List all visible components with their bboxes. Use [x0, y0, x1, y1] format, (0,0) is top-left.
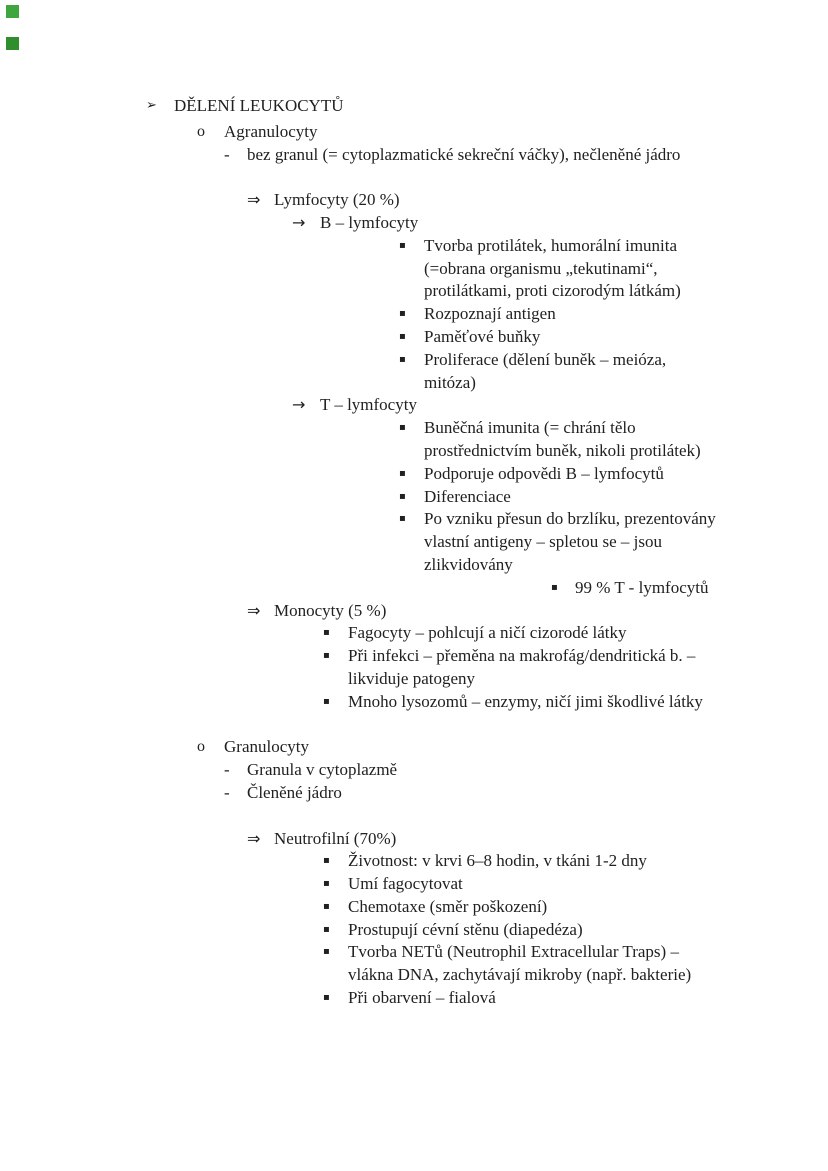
blank-line	[0, 805, 828, 828]
list-item-text: Při infekci – přeměna na makrofág/dendritická b. –	[348, 646, 696, 666]
list-item-text: Paměťové buňky	[424, 326, 541, 346]
list-item-text: Životnost: v krvi 6–8 hodin, v tkáni 1-2 dny	[348, 851, 647, 871]
list-item	[0, 896, 828, 919]
list-item	[0, 941, 828, 987]
circle-bullet-icon: o	[197, 122, 205, 140]
list-item-line	[0, 600, 828, 623]
list-item-text: B – lymfocyty	[320, 212, 419, 232]
list-item-line	[0, 622, 828, 645]
list-item-text: bez granul (= cytoplazmatické sekreční váčky), nečleněné jádro	[247, 144, 681, 164]
list-item	[0, 600, 828, 623]
list-item	[0, 919, 828, 942]
list-item	[0, 486, 828, 509]
list-item-line	[0, 95, 828, 118]
list-item-line	[0, 326, 828, 349]
list-item-line	[0, 645, 828, 668]
list-item-text: Tvorba NETů (Neutrophil Extracellular Traps) –	[348, 942, 679, 962]
list-item-line	[0, 121, 828, 144]
list-item-text: zlikvidovány	[424, 554, 513, 574]
list-item-text: DĚLENÍ LEUKOCYTŮ	[174, 96, 344, 115]
list-item-text: Prostupují cévní stěnu (diapedéza)	[348, 919, 583, 939]
list-item	[0, 349, 828, 395]
green-square-marker	[6, 5, 19, 18]
list-item-text: (=obrana organismu „tekutinami“,	[424, 258, 658, 278]
list-item-line	[0, 531, 828, 554]
list-item-line	[0, 782, 828, 805]
list-item-text: Lymfocyty (20 %)	[274, 190, 400, 210]
list-item	[0, 508, 828, 576]
square-bullet-icon: ▪	[551, 581, 558, 593]
list-item-text: Rozpoznají antigen	[424, 304, 556, 324]
list-item	[0, 417, 828, 463]
list-item-line	[0, 759, 828, 782]
list-item	[0, 691, 828, 714]
list-item-text: Monocyty (5 %)	[274, 600, 387, 620]
list-item-line	[0, 668, 828, 691]
square-bullet-icon: ▪	[399, 330, 406, 342]
square-bullet-icon: ▪	[323, 878, 330, 890]
list-item-text: Mnoho lysozomů – enzymy, ničí jimi škodlivé látky	[348, 691, 703, 711]
list-item	[0, 736, 828, 759]
blank-line	[0, 166, 828, 189]
list-item-line	[0, 280, 828, 303]
list-item-line	[0, 508, 828, 531]
list-item-text: Chemotaxe (směr poškození)	[348, 896, 548, 916]
list-item	[0, 622, 828, 645]
list-item-text: Neutrofilní (70%)	[274, 828, 397, 848]
square-bullet-icon: ▪	[323, 695, 330, 707]
list-item	[0, 759, 828, 782]
list-item-line	[0, 144, 828, 167]
dash-bullet-icon: -	[224, 760, 230, 780]
square-bullet-icon: ▪	[323, 855, 330, 867]
double-arrow-bullet-icon: ⇒	[247, 600, 261, 620]
list-item	[0, 463, 828, 486]
list-item	[0, 577, 828, 600]
list-item	[0, 121, 828, 144]
list-item-line	[0, 235, 828, 258]
list-item-line	[0, 394, 828, 417]
square-bullet-icon: ▪	[399, 422, 406, 434]
list-item-line	[0, 303, 828, 326]
arrowhead-bullet-icon: ➢	[146, 98, 157, 113]
square-bullet-icon: ▪	[323, 900, 330, 912]
list-item	[0, 987, 828, 1010]
list-item-text: 99 % T - lymfocytů	[575, 577, 709, 597]
list-item	[0, 782, 828, 805]
list-item-text: vlákna DNA, zachytávají mikroby (např. bakterie)	[348, 965, 692, 985]
list-item-line	[0, 987, 828, 1010]
square-bullet-icon: ▪	[399, 353, 406, 365]
list-item-text: prostřednictvím buněk, nikoli protilátek)	[424, 440, 701, 460]
square-bullet-icon: ▪	[399, 490, 406, 502]
green-square-marker	[6, 37, 19, 50]
list-item	[0, 212, 828, 235]
list-item-line	[0, 896, 828, 919]
list-item-line	[0, 873, 828, 896]
list-item-line	[0, 486, 828, 509]
double-arrow-bullet-icon: ⇒	[247, 190, 261, 210]
arrow-bullet-icon: →	[292, 212, 306, 232]
list-item-text: Po vzniku přesun do brzlíku, prezentovány	[424, 509, 716, 529]
list-item-line	[0, 850, 828, 873]
list-item-text: Tvorba protilátek, humorální imunita	[424, 235, 678, 255]
square-bullet-icon: ▪	[399, 513, 406, 525]
list-item	[0, 873, 828, 896]
list-item-line	[0, 463, 828, 486]
list-item-line	[0, 554, 828, 577]
list-item-text: mitóza)	[424, 372, 476, 392]
square-bullet-icon: ▪	[399, 467, 406, 479]
double-arrow-bullet-icon: ⇒	[247, 828, 261, 848]
list-item-line	[0, 349, 828, 372]
list-item-line	[0, 372, 828, 395]
list-item-text: Diferenciace	[424, 486, 511, 506]
list-item-text: Při obarvení – fialová	[348, 988, 496, 1008]
list-item-line	[0, 736, 828, 759]
circle-bullet-icon: o	[197, 738, 205, 756]
list-item-text: Granula v cytoplazmě	[247, 760, 398, 780]
list-item-line	[0, 417, 828, 440]
list-item-line	[0, 212, 828, 235]
list-item	[0, 850, 828, 873]
list-item-line	[0, 577, 828, 600]
square-bullet-icon: ▪	[323, 923, 330, 935]
list-item-text: Agranulocyty	[224, 121, 318, 141]
notes-outline	[0, 95, 828, 1010]
list-item	[0, 828, 828, 851]
list-item-line	[0, 828, 828, 851]
list-item-text: Umí fagocytovat	[348, 874, 463, 894]
list-item	[0, 303, 828, 326]
square-bullet-icon: ▪	[399, 239, 406, 251]
outline-title-item	[0, 95, 828, 118]
square-bullet-icon: ▪	[399, 308, 406, 320]
arrow-bullet-icon: →	[292, 395, 306, 415]
square-bullet-icon: ▪	[323, 946, 330, 958]
list-item-text: protilátkami, proti cizorodým látkám)	[424, 281, 681, 301]
list-item-text: Granulocyty	[224, 737, 309, 757]
list-item-line	[0, 258, 828, 281]
list-item-line	[0, 691, 828, 714]
list-item-text: Proliferace (dělení buněk – meióza,	[424, 349, 667, 369]
square-bullet-icon: ▪	[323, 992, 330, 1004]
list-item-line	[0, 440, 828, 463]
square-bullet-icon: ▪	[323, 627, 330, 639]
list-item-text: Členěné jádro	[247, 782, 342, 802]
dash-bullet-icon: -	[224, 782, 230, 802]
list-item	[0, 235, 828, 303]
list-item	[0, 394, 828, 417]
list-item-text: Podporuje odpovědi B – lymfocytů	[424, 463, 664, 483]
list-item	[0, 326, 828, 349]
list-item-text: T – lymfocyty	[320, 395, 417, 415]
list-item	[0, 645, 828, 691]
list-item-line	[0, 964, 828, 987]
dash-bullet-icon: -	[224, 144, 230, 164]
list-item-line	[0, 919, 828, 942]
blank-line	[0, 714, 828, 737]
list-item-text: vlastní antigeny – spletou se – jsou	[424, 532, 662, 552]
list-item-line	[0, 941, 828, 964]
list-item-text: Fagocyty – pohlcují a ničí cizorodé látky	[348, 623, 627, 643]
list-item-line	[0, 189, 828, 212]
square-bullet-icon: ▪	[323, 650, 330, 662]
list-item	[0, 144, 828, 167]
list-item-text: likviduje patogeny	[348, 668, 476, 688]
list-item	[0, 189, 828, 212]
list-item-text: Buněčná imunita (= chrání tělo	[424, 418, 636, 438]
